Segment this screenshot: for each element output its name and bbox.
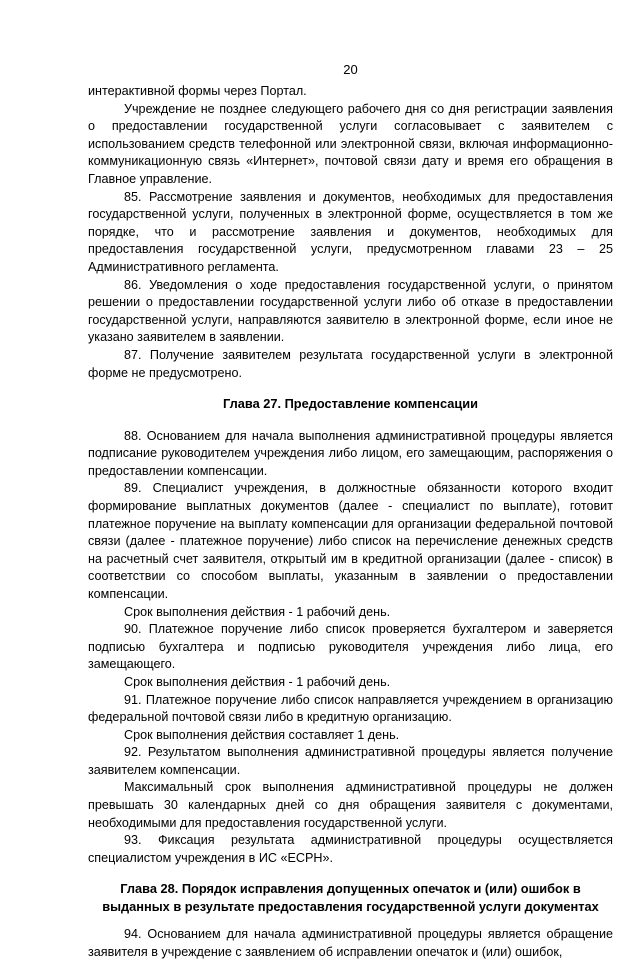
section-chapter-27 xyxy=(88,428,613,868)
paragraph: Учреждение не позднее следующего рабочего дня со дня регистрации заявления о предоставлении государственной услуги согласовывает с заявителем с использованием средств телефонной или электронной связи, включая информационно-коммуникационную связь «Интернет», почтовой связи дату и время его обращения в Главное управление. xyxy=(88,101,613,186)
paragraph: 86. Уведомления о ходе предоставления государственной услуги, о принятом решении о предоставлении государственной услуги либо об отказе в предоставлении государственной услуги, направляются заявителю в электронной форме, если иное не указано заявителем в заявлении. xyxy=(88,277,613,345)
paragraph: 85. Рассмотрение заявления и документов, необходимых для предоставления государственной услуги, полученных в электронной форме, осуществляется в том же порядке, что и рассмотрение заявления и документов, необходимых для предоставления государственной услуги, предусмотренном главами 23 – 25 Административного регламента. xyxy=(88,189,613,274)
paragraph: Срок выполнения действия составляет 1 день. xyxy=(124,727,400,742)
heading-chapter-27: Глава 27. Предоставление компенсации xyxy=(223,396,478,412)
heading-chapter-28-line-1: Глава 28. Порядок исправления допущенных опечаток и (или) ошибок в xyxy=(120,881,581,897)
paragraph: интерактивной формы через Портал. xyxy=(88,84,307,98)
paragraph: 90. Платежное поручение либо список проверяется бухгалтером и заверяется подписью бухгалтера и подписью руководителя учреждения либо лица, его замещающего. xyxy=(88,622,613,672)
paragraph: 89. Специалист учреждения, в должностные обязанности которого входит формирование выплатных документов (далее - специалист по выплате), готовит платежное поручение на выплату компенсации для организации федеральной почтовой связи (далее - платежное поручение) либо список на перечисление денежных средств на расчетный счет заявителя, открытый им в кредитной организации (далее - список) в соответствии со способом выплаты, указанным в заявлении о предоставлении компенсации. xyxy=(88,481,613,601)
heading-chapter-28 xyxy=(88,880,613,915)
page-number: 20 xyxy=(343,62,358,77)
paragraph: 94. Основанием для начала административной процедуры является обращение заявителя в учреждение с заявлением об исправлении опечаток и (или) ошибок, xyxy=(88,927,613,960)
paragraph: 88. Основанием для начала выполнения административной процедуры является подписание руководителем учреждения либо лицом, его замещающим, распоряжения о предоставлении компенсации. xyxy=(88,428,613,478)
heading-chapter-28-line-2: выданных в результате предоставления государственной услуги документах xyxy=(102,898,599,914)
paragraph: Максимальный срок выполнения административной процедуры не должен превышать 30 календарных дней со дня обращения заявителя с документами, необходимыми для предоставления государственной услуги. xyxy=(88,780,613,830)
section-intro xyxy=(88,83,613,382)
paragraph: 87. Получение заявителем результата государственной услуги в электронной форме не предусмотрено. xyxy=(88,347,613,380)
section-chapter-28 xyxy=(88,926,613,961)
paragraph: Срок выполнения действия - 1 рабочий день. xyxy=(124,604,391,619)
paragraph: 92. Результатом выполнения административной процедуры является получение заявителем компенсации. xyxy=(88,745,613,777)
paragraph: Срок выполнения действия - 1 рабочий день. xyxy=(124,674,391,689)
paragraph: 93. Фиксация результата административной процедуры осуществляется специалистом учреждения в ИС «ЕСРН». xyxy=(88,833,613,865)
paragraph: 91. Платежное поручение либо список направляется учреждением в организацию федеральной почтовой связи либо в кредитную организацию. xyxy=(88,692,613,725)
